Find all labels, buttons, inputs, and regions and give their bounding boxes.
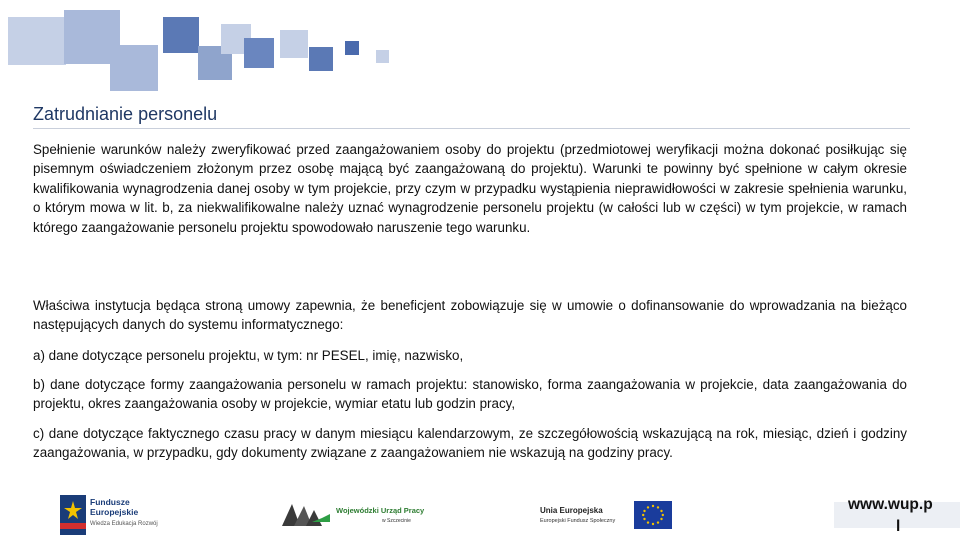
decor-square (280, 30, 308, 58)
paragraph-conditions: Spełnienie warunków należy zweryfikować przed zaangażowaniem osoby do projektu (przedmiotowej weryfikacji można dokonać posiłkując się pisemnym oświadczeniem złożonym przez osobę mającą być zaangażowaną do projektu). Warunki te powinny być spełnione w całym okresie kwalifikowania wynagrodzenia danej osoby w tym projekcie, przy czym w przypadku wystąpienia nieprawidłowości w zakresie spełnienia warunku, o którym mowa w lit. b, za niekwalifikowalne należy uznać wynagrodzenie personelu projektu (w całości lub w części) w tym projekcie, w ramach którego zaangażowanie personelu projektu spowodowało naruszenie tego warunku. (33, 142, 907, 235)
wup-subtitle: w Szczecinie (382, 518, 411, 524)
fundusze-europejskie-logo (60, 495, 180, 535)
page-title: Zatrudnianie personelu (33, 104, 218, 124)
ue-name: Unia Europejska (540, 506, 603, 515)
ue-subtitle: Europejski Fundusz Społeczny (540, 518, 616, 524)
unia-europejska-logo (538, 500, 678, 534)
list-item-c: c) dane dotyczące faktycznego czasu pracy w danym miesiącu kalendarzowym, ze szczegółowością wskazującą na rok, miesiąc, dzień i godziny zaangażowania, w przypadku, gdy dokumenty związane z zaangażowaniem nie wskazują na godziny pracy. (33, 426, 907, 461)
decor-square (309, 47, 333, 71)
eu-flag-icon (634, 501, 672, 529)
decor-square (8, 17, 66, 65)
fe-line-2: Europejskie (90, 507, 139, 517)
paragraph-institution: Właściwa instytucja będąca stroną umowy zapewnia, że beneficjent zobowiązuje się w umowie o dofinansowanie do wprowadzania na bieżąco następujących danych do systemu informatycznego: (33, 298, 907, 333)
decor-square (244, 38, 274, 68)
fe-star-icon (60, 495, 86, 535)
list-item-b: b) dane dotyczące formy zaangażowania personelu w ramach projektu: stanowisko, forma zaangażowania w projekcie, data zaangażowania do projektu, okres zaangażowania osoby w projekcie, wymiar etatu lub godzin pracy, (33, 377, 907, 412)
wup-building-icon (282, 500, 332, 530)
fe-subtitle: Wiedza Edukacja Rozwój (90, 521, 158, 527)
fe-line-1: Fundusze (90, 497, 130, 507)
website-url[interactable]: www.wup.p (848, 496, 933, 513)
decor-square (163, 17, 199, 53)
decor-square (345, 41, 359, 55)
decor-square (376, 50, 389, 63)
wup-name: Wojewódzki Urząd Pracy (336, 506, 425, 515)
title-divider (33, 128, 910, 129)
wup-logo (282, 498, 432, 532)
list-item-a: a) dane dotyczące personelu projektu, w tym: nr PESEL, imię, nazwisko, (33, 348, 464, 363)
decor-square (110, 45, 158, 91)
website-url-suffix[interactable]: l (896, 518, 901, 535)
